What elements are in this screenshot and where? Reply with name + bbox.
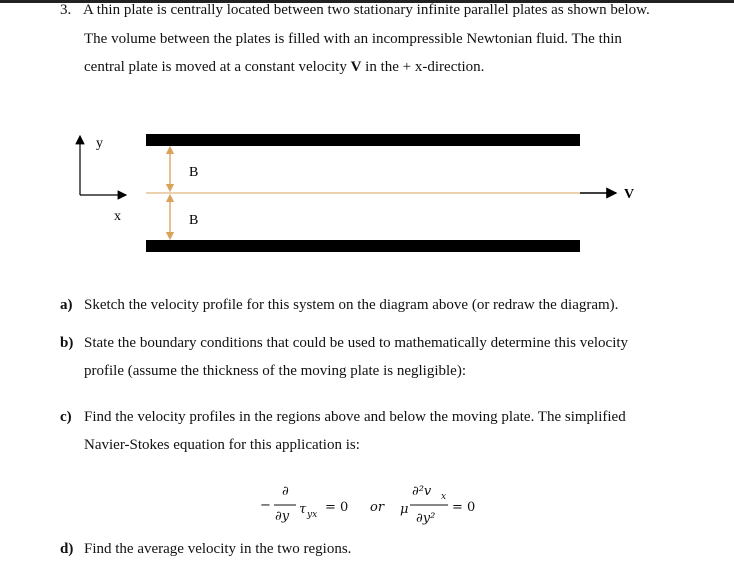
part-b-text-1: State the boundary conditions that could be used to mathematically determine this velocity [84,335,629,351]
top-stationary-plate [146,134,580,146]
x-axis-label: x [114,209,121,224]
part-a-label: a) [60,297,73,313]
intro-text-3: central plate is moved at a constant velocity [84,59,347,75]
eq-second-deriv-num: ∂²v [412,484,432,499]
y-axis-label: y [96,136,103,151]
navier-stokes-equation [258,478,518,530]
eq-tau-sub: yx [307,510,318,520]
problem-line-1 [60,2,650,19]
eq-second-deriv-sub: x [441,492,447,502]
eq-partial-num: ∂ [282,484,289,499]
parallel-plates-diagram [0,120,734,260]
part-d-text: Find the average velocity in the two regions. [84,541,352,557]
eq-right-equals: = 0 [452,500,476,515]
eq-tau: τ [299,502,307,517]
velocity-label: V [624,187,635,202]
intro-text-1: A thin plate is centrally located between two stationary infinite parallel plates as shown below. [83,2,650,18]
part-d-label: d) [60,541,74,557]
part-c-text-1: Find the velocity profiles in the regions above and below the moving plate. The simplified [84,409,626,425]
eq-second-deriv-den: ∂y² [416,511,436,526]
top-gap-label: B [189,165,199,180]
eq-or: or [370,500,385,515]
eq-mu: μ [400,502,409,517]
part-c-text-2: Navier-Stokes equation for this application is: [84,437,360,453]
part-b-text-2: profile (assume the thickness of the moving plate is negligible): [84,363,466,379]
part-c-label: c) [60,409,72,425]
problem-line-3 [84,59,484,76]
intro-text-4: in the + x-direction. [365,59,485,75]
velocity-symbol: V [350,59,362,75]
bottom-gap-label: B [189,213,199,228]
intro-text-2: The volume between the plates is filled with an incompressible Newtonian fluid. The thin [84,31,622,47]
part-a-text: Sketch the velocity profile for this system on the diagram above (or redraw the diagram). [84,297,619,313]
eq-minus: − [260,498,271,513]
bottom-stationary-plate [146,240,580,252]
problem-number: 3. [60,2,72,18]
eq-partial-den: ∂y [275,509,290,524]
eq-left-equals: = 0 [325,500,349,515]
part-b-label: b) [60,335,74,351]
